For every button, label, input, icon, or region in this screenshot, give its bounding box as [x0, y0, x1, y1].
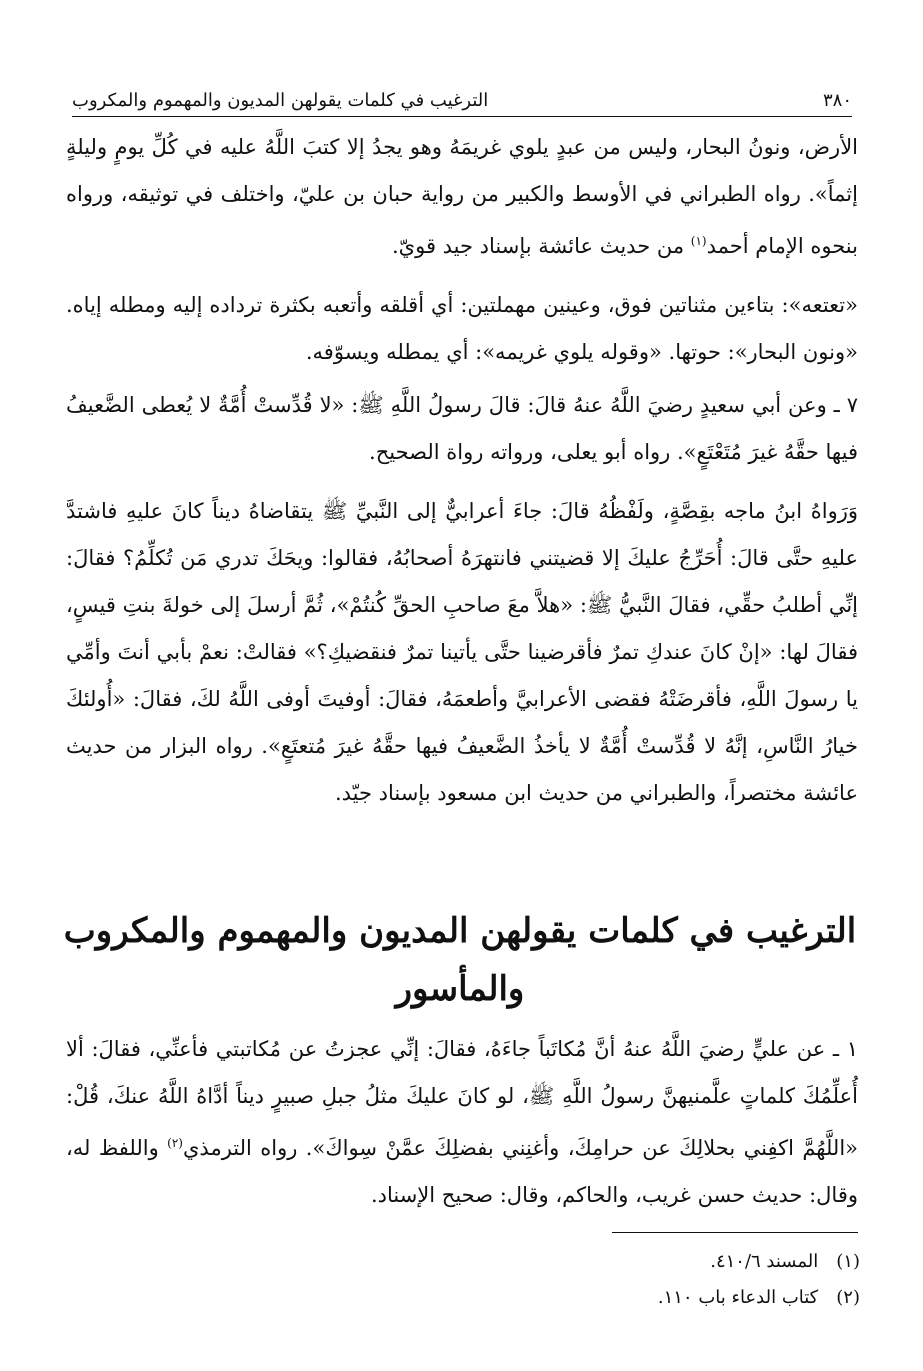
paragraph-glossary: «تعتعه»: بتاءين مثناتين فوق، وعينين مهملتين: أي أقلقه وأتعبه بكثرة ترداده إليه ومطله إياه. «ونون البحار»: حوتها. «وقوله يلوي غريمه»: أي يمطله ويسوّفه. [66, 293, 858, 364]
text-block-3 [66, 1026, 858, 1219]
paragraph-text-end: واللفظ له، وقال: حديث حسن غريب، والحاكم، وقال: صحيح الإسناد. [66, 1136, 858, 1207]
running-header [72, 82, 852, 117]
paragraph-hadith-continuation [66, 124, 858, 270]
paragraph-hadith-1 [66, 1026, 858, 1219]
section-title: الترغيب في كلمات يقولهن المديون والمهموم والمكروب والمأسور [63, 911, 857, 1009]
footnote-number: (٢) [836, 1287, 860, 1308]
footnotes [300, 1244, 860, 1316]
footnote-ref-2: (٢) [167, 1136, 183, 1150]
footnote-item [300, 1280, 860, 1316]
footnote-number: (١) [836, 1251, 860, 1272]
footnote-text: المسند ٤١٠/٦. [710, 1251, 819, 1272]
text-block-1 [66, 124, 858, 376]
paragraph-text: الأرض، ونونُ البحار، وليس من عبدٍ يلوي غريمَهُ وهو يجدُ إلا كتبَ اللَّهُ عليه في كُلِّ يومٍ وليلةٍ إثماً». رواه الطبراني في الأوسط والكبير من رواية حبان بن عليّ، واختلف في توثيقه، ورواه بنحوه الإمام أحمد [66, 135, 858, 258]
footnote-divider [612, 1232, 858, 1233]
text-block-2 [66, 382, 858, 817]
paragraph-hadith-7: ٧ ـ وعن أبي سعيدٍ رضيَ اللَّهُ عنهُ قالَ: قالَ رسولُ اللَّهِ ﷺ: «لا قُدِّستْ أُمَّةٌ لا يُعطى الضَّعيفُ فيها حقَّهُ غيرَ مُتَعْتَعٍ». رواه أبو يعلى، ورواته رواة الصحيح. [66, 393, 858, 464]
running-title: الترغيب في كلمات يقولهن المديون والمهموم والمكروب [72, 90, 489, 111]
paragraph-text: ١ ـ عن عليٍّ رضيَ اللَّهُ عنهُ أنَّ مُكاتَباً جاءَهُ، فقالَ: إنِّي عجزتُ عن مُكاتبتي فأعنِّي، فقالَ: ألا أُعلِّمُكَ كلماتٍ علَّمنيهنَّ رسولُ اللَّهِ ﷺ، لو كانَ عليكَ مثلُ جبلِ صبيرٍ ديناً أدَّاهُ اللَّهُ عنكَ، قُلْ: «اللَّهُمَّ اكفِني بحلالِكَ عن حرامِكَ، وأغنِني بفضلِكَ عمَّنْ سِواكَ». رواه الترمذي [66, 1037, 859, 1160]
paragraph-text-end: من حديث عائشة بإسناد جيد قويّ. [391, 234, 691, 258]
footnote-text: كتاب الدعاء باب ١١٠. [657, 1287, 819, 1308]
footnote-ref-1: (١) [690, 234, 707, 248]
paragraph-ibn-majah: وَرَواهُ ابنُ ماجه بقِصَّةٍ، ولَفْظُهُ قالَ: جاءَ أعرابيٌّ إلى النَّبيِّ ﷺ يتقاضاهُ ديناً كانَ عليهِ فاشتدَّ عليهِ حتَّى قالَ: أُحَرِّجُ عليكَ إلا قضيتني فانتهرَهُ أصحابُهُ، فقالوا: ويحَكَ تدري مَن تُكلِّمُ؟ فقالَ: إنِّي أطلبُ حقِّي، فقالَ النَّبيُّ ﷺ: «هلاَّ معَ صاحبِ الحقِّ كُنتُمْ»، ثُمَّ أرسلَ إلى خولةَ بنتِ قيسٍ، فقالَ لها: «إنْ كانَ عندكِ تمرٌ فأقرضينا حتَّى يأتينا تمرٌ فنقضيكِ؟» فقالتْ: نعمْ بأبي أنتَ وأمِّي يا رسولَ اللَّهِ، فأقرضَتْهُ فقضى الأعرابيَّ وأطعمَهُ، فقالَ: أوفيتَ أوفى اللَّهُ لكَ، فقالَ: «أُولئكَ خيارُ النَّاسِ، إنَّهُ لا قُدِّستْ أُمَّةٌ لا يأخذُ الضَّعيفُ فيها حقَّهُ غيرَ مُتعتَعٍ». رواه البزار من حديث عائشة مختصراً، والطبراني من حديث ابن مسعود بإسناد جيّد. [66, 499, 858, 805]
page-number: ٣٨٠ [822, 90, 852, 111]
footnote-item [300, 1244, 860, 1280]
